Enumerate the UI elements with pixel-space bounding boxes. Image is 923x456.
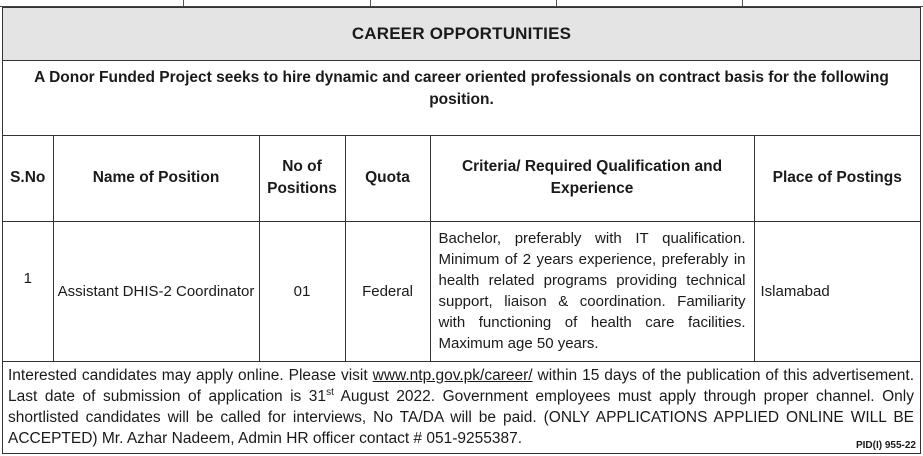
header-position-name: Name of Position xyxy=(53,136,259,221)
footer-text-1: Interested candidates may apply online. Please visit xyxy=(8,367,373,384)
cell-positions-count: 01 xyxy=(259,221,345,361)
ad-title: CAREER OPPORTUNITIES xyxy=(3,8,920,61)
header-criteria: Criteria/ Required Qualification and Experience xyxy=(430,136,754,221)
strip-tick xyxy=(183,0,184,6)
cell-quota: Federal xyxy=(345,221,430,361)
table-row xyxy=(3,221,920,361)
footer-text-3: August 2022. Government employees must apply through proper channel. Only shortlisted candidates will be called for interviews, No TA/DA will be paid. (ONLY APPLICATIONS APPLIED ONLINE WILL BE ACCEPTED) Mr. Azhar Nadeem, Admin HR officer contact # 051-9255387. xyxy=(8,388,914,447)
header-positions-count: No of Positions xyxy=(259,136,345,221)
date-suffix: st xyxy=(326,386,334,398)
cell-sno: 1 xyxy=(3,221,53,361)
ad-intro: A Donor Funded Project seeks to hire dynamic and career oriented professionals on contract basis for the following position. xyxy=(3,61,920,136)
application-instructions xyxy=(3,361,920,449)
strip-tick xyxy=(556,0,557,6)
header-quota: Quota xyxy=(345,136,430,221)
pid-code: PID(I) 955-22 xyxy=(855,440,916,451)
positions-table xyxy=(3,136,920,362)
cell-criteria: Bachelor, preferably with IT qualification. Minimum of 2 years experience, preferably in health related programs providing technical support, liaison & coordination. Familiarity with functioning of health care facilities. Maximum age 50 years. xyxy=(430,221,754,361)
header-sno: S.No xyxy=(3,136,53,221)
cell-place: Islamabad xyxy=(754,221,920,361)
header-place: Place of Postings xyxy=(754,136,920,221)
top-cropped-strip xyxy=(0,0,923,7)
career-link[interactable]: www.ntp.gov.pk/career/ xyxy=(372,367,533,384)
advertisement-box xyxy=(2,7,921,454)
strip-tick xyxy=(742,0,743,6)
strip-tick xyxy=(370,0,371,6)
footer-text-2: within 15 days of the publication of this advertisement. Last date of submission of application is 31 xyxy=(8,367,915,405)
cell-position-name: Assistant DHIS-2 Coordinator xyxy=(53,221,259,361)
table-header-row xyxy=(3,136,920,221)
